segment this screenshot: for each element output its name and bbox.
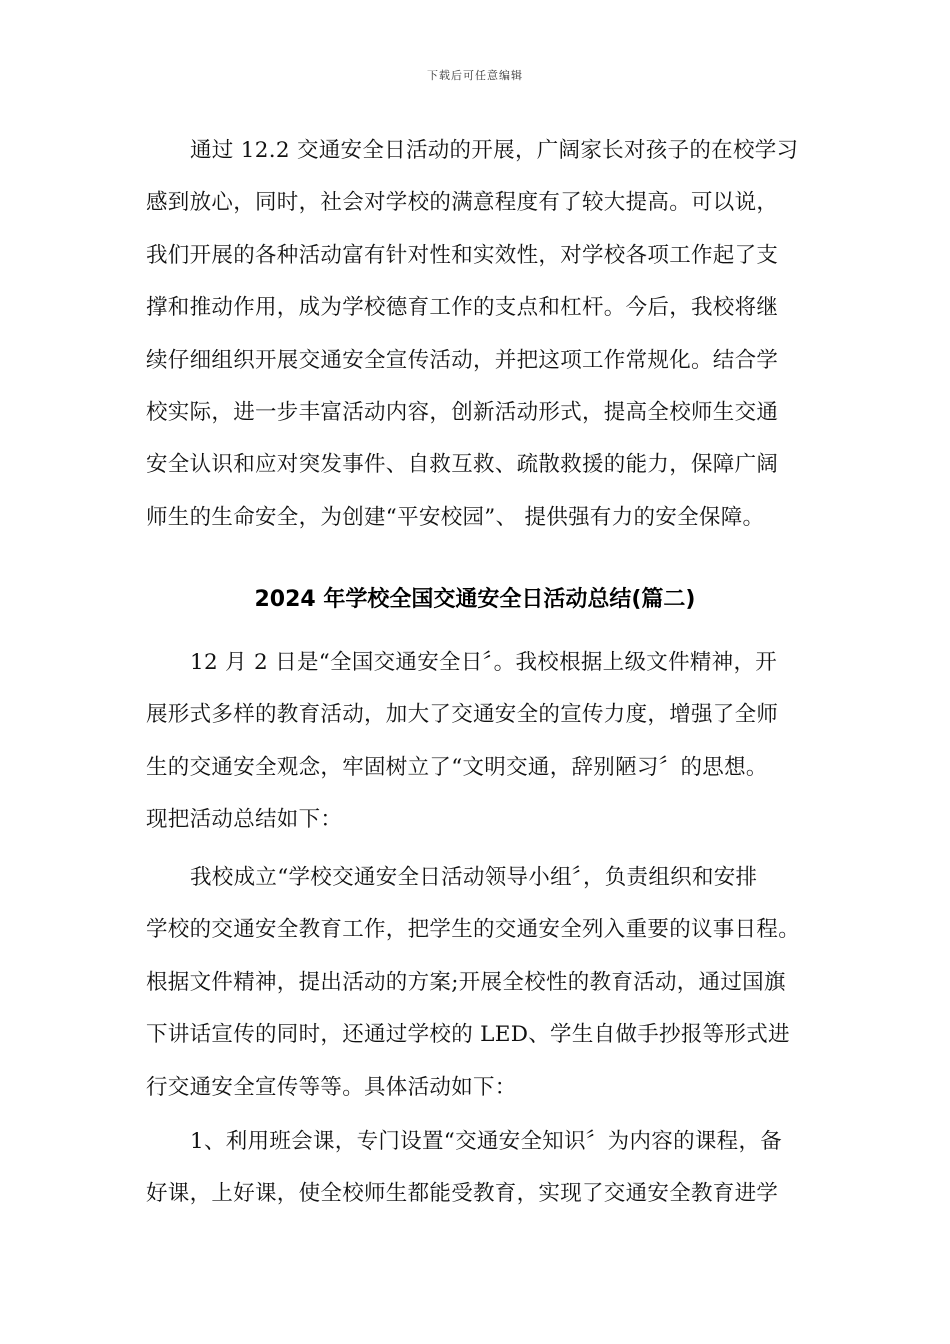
text-line: 生的交通安全观念，牢固树立了“文明交通，辞别陋习〞的思想。 bbox=[146, 754, 768, 780]
text-line: 现把活动总结如下： bbox=[146, 807, 343, 833]
section-heading: 2024 年学校全国交通安全日活动总结(篇二) bbox=[254, 587, 696, 612]
text-line: 根据文件精神，提出活动的方案;开展全校性的教育活动，通过国旗 bbox=[146, 969, 786, 995]
text-line: 通过 12.2 交通安全日活动的开展，广阔家长对孩子的在校学习 bbox=[190, 138, 799, 163]
text-line: 下讲话宣传的同时，还通过学校的 LED、学生自做手抄报等形式进 bbox=[146, 1022, 790, 1048]
text-line: 续仔细组织开展交通安全宣传活动，并把这项工作常规化。结合学 bbox=[146, 347, 779, 373]
text-line: 我们开展的各种活动富有针对性和实效性，对学校各项工作起了支 bbox=[146, 242, 779, 268]
text-line: 好课，上好课，使全校师生都能受教育，实现了交通安全教育进学 bbox=[146, 1181, 779, 1207]
text-line: 撑和推动作用，成为学校德育工作的支点和杠杆。今后，我校将继 bbox=[146, 295, 779, 321]
text-line: 安全认识和应对突发事件、自救互救、疏散救援的能力，保障广阔 bbox=[146, 452, 779, 478]
paragraph-3 bbox=[146, 852, 826, 1114]
text-line: 展形式多样的教育活动，加大了交通安全的宣传力度，增强了全师 bbox=[146, 702, 779, 728]
text-line: 1、利用班会课，专门设置“交通安全知识〞为内容的课程，备 bbox=[190, 1129, 783, 1154]
text-line: 校实际，进一步丰富活动内容，创新活动形式，提高全校师生交通 bbox=[146, 400, 779, 426]
text-line: 感到放心，同时，社会对学校的满意程度有了较大提高。可以说， bbox=[146, 190, 779, 216]
text-line: 我校成立“学校交通安全日活动领导小组〞，负责组织和安排 bbox=[190, 865, 758, 890]
page-header-note: 下载后可任意编辑 bbox=[427, 69, 523, 82]
text-line: 12 月 2 日是“全国交通安全日〞。我校根据上级文件精神，开 bbox=[190, 650, 778, 675]
paragraph-1 bbox=[146, 125, 826, 544]
text-line: 学校的交通安全教育工作，把学生的交通安全列入重要的议事日程。 bbox=[146, 917, 801, 943]
text-line: 行交通安全宣传等等。具体活动如下： bbox=[146, 1074, 517, 1100]
paragraph-4 bbox=[146, 1116, 826, 1221]
paragraph-2 bbox=[146, 637, 826, 847]
text-line: 师生的生命安全，为创建“平安校园”、 提供强有力的安全保障。 bbox=[146, 504, 765, 530]
